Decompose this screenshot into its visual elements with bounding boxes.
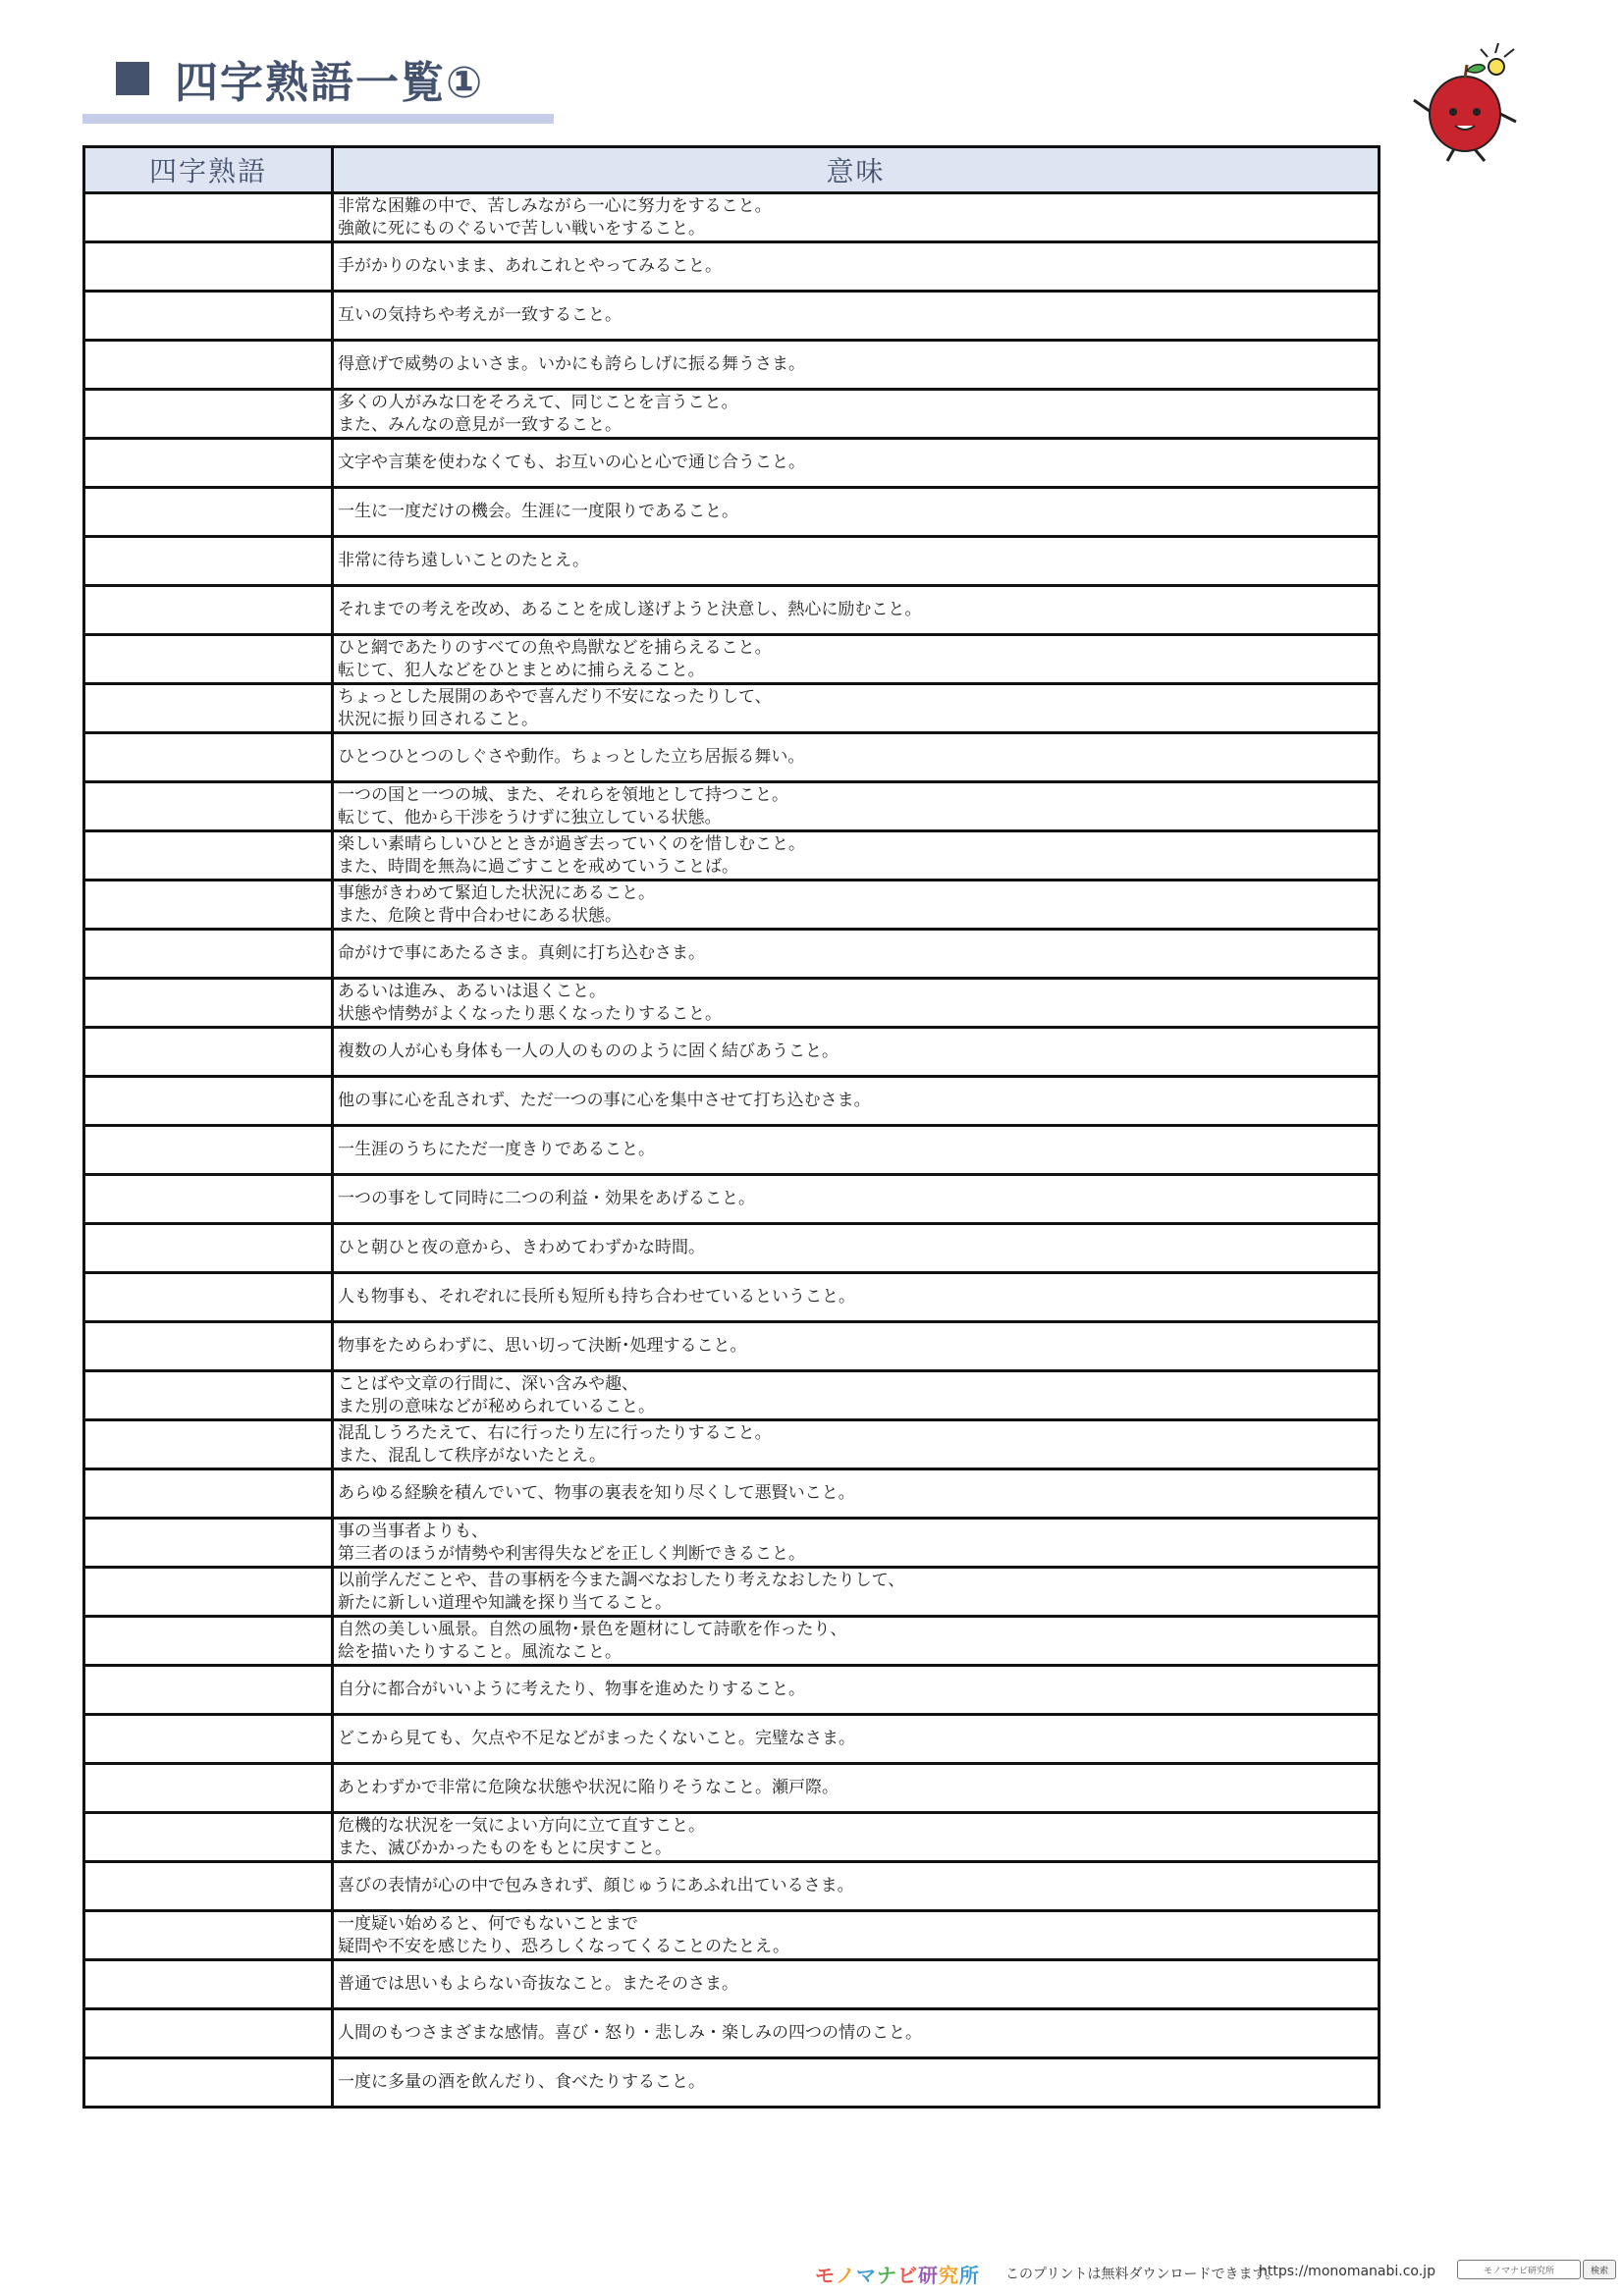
meaning-cell: 手がかりのないまま、あれこれとやってみること。 <box>333 242 1380 292</box>
term-blank-cell[interactable] <box>84 242 333 292</box>
footer <box>0 2258 1624 2287</box>
meaning-cell: 非常に待ち遠しいことのたとえ。 <box>333 537 1380 586</box>
term-blank-cell[interactable] <box>84 2009 333 2058</box>
brand-logo <box>815 2260 980 2288</box>
term-blank-cell[interactable] <box>84 390 333 439</box>
table-row <box>84 1420 1380 1469</box>
table-row <box>84 1126 1380 1175</box>
table-row <box>84 881 1380 930</box>
meaning-cell: 事態がきわめて緊迫した状況にあること。 また、危険と背中合わせにある状態。 <box>333 881 1380 930</box>
meaning-cell: 命がけで事にあたるさま。真剣に打ち込むさま。 <box>333 930 1380 979</box>
footer-note: このプリントは無料ダウンロードできます。 <box>1005 2267 1279 2282</box>
term-blank-cell[interactable] <box>84 635 333 684</box>
meaning-cell: 混乱しうろたえて、右に行ったり左に行ったりすること。 また、混乱して秩序がないたとえ。 <box>333 1420 1380 1469</box>
table-row <box>84 390 1380 439</box>
term-blank-cell[interactable] <box>84 1568 333 1617</box>
table-row <box>84 1273 1380 1322</box>
term-blank-cell[interactable] <box>84 1813 333 1862</box>
search-input[interactable]: モノマナビ研究所 <box>1457 2260 1581 2279</box>
table-row <box>84 341 1380 390</box>
table-row <box>84 979 1380 1028</box>
meaning-cell: それまでの考えを改め、あることを成し遂げようと決意し、熱心に励むこと。 <box>333 586 1380 635</box>
table-row <box>84 1175 1380 1224</box>
footer-url[interactable]: https://monomanabi.co.jp <box>1259 2264 1435 2279</box>
page-title-text: 四字熟語一覧① <box>175 58 485 108</box>
term-blank-cell[interactable] <box>84 733 333 782</box>
table-row <box>84 2058 1380 2108</box>
table-row <box>84 292 1380 341</box>
meaning-cell: 一度疑い始めると、何でもないことまで 疑問や不安を感じたり、恐ろしくなってくることのたとえ。 <box>333 1911 1380 1960</box>
meaning-cell: 一生に一度だけの機会。生涯に一度限りであること。 <box>333 488 1380 537</box>
term-blank-cell[interactable] <box>84 1371 333 1420</box>
brand-char: ビ <box>897 2264 918 2287</box>
term-blank-cell[interactable] <box>84 782 333 831</box>
table-row <box>84 782 1380 831</box>
meaning-cell: 一つの事をして同時に二つの利益・効果をあげること。 <box>333 1175 1380 1224</box>
brand-char: 所 <box>959 2264 980 2287</box>
term-blank-cell[interactable] <box>84 1666 333 1715</box>
brand-char: 研 <box>918 2264 939 2287</box>
table-row <box>84 1469 1380 1519</box>
table-row <box>84 733 1380 782</box>
table-row <box>84 1666 1380 1715</box>
search-button[interactable]: 検索 <box>1583 2260 1616 2279</box>
table-row <box>84 1813 1380 1862</box>
meaning-cell: あらゆる経験を積んでいて、物事の裏表を知り尽くして悪賢いこと。 <box>333 1469 1380 1519</box>
header-meaning: 意味 <box>333 147 1380 193</box>
term-blank-cell[interactable] <box>84 1077 333 1126</box>
meaning-cell: 事の当事者よりも、 第三者のほうが情勢や利害得失などを正しく判断できること。 <box>333 1519 1380 1568</box>
term-blank-cell[interactable] <box>84 586 333 635</box>
table-row <box>84 635 1380 684</box>
term-blank-cell[interactable] <box>84 439 333 488</box>
term-blank-cell[interactable] <box>84 1126 333 1175</box>
term-blank-cell[interactable] <box>84 930 333 979</box>
term-blank-cell[interactable] <box>84 1175 333 1224</box>
meaning-cell: ひとつひとつのしぐさや動作。ちょっとした立ち居振る舞い。 <box>333 733 1380 782</box>
term-blank-cell[interactable] <box>84 1715 333 1764</box>
meaning-cell: 互いの気持ちや考えが一致すること。 <box>333 292 1380 341</box>
header-term: 四字熟語 <box>84 147 333 193</box>
table-row <box>84 1224 1380 1273</box>
term-blank-cell[interactable] <box>84 1911 333 1960</box>
meaning-cell: あとわずかで非常に危険な状態や状況に陥りそうなこと。瀬戸際。 <box>333 1764 1380 1813</box>
meaning-cell: 物事をためらわずに、思い切って決断･処理すること。 <box>333 1322 1380 1371</box>
meaning-cell: ちょっとした展開のあやで喜んだり不安になったりして、 状況に振り回されること。 <box>333 684 1380 733</box>
term-blank-cell[interactable] <box>84 1028 333 1077</box>
term-blank-cell[interactable] <box>84 1322 333 1371</box>
apple-mascot-icon <box>1394 39 1532 167</box>
term-blank-cell[interactable] <box>84 1960 333 2009</box>
table-row <box>84 1862 1380 1911</box>
term-blank-cell[interactable] <box>84 1519 333 1568</box>
brand-char: ナ <box>877 2264 897 2287</box>
term-blank-cell[interactable] <box>84 1764 333 1813</box>
meaning-cell: 自然の美しい風景。自然の風物･景色を題材にして詩歌を作ったり、 絵を描いたりすること。風流なこと。 <box>333 1617 1380 1666</box>
term-blank-cell[interactable] <box>84 1469 333 1519</box>
term-blank-cell[interactable] <box>84 2058 333 2108</box>
table-row <box>84 242 1380 292</box>
term-blank-cell[interactable] <box>84 1224 333 1273</box>
meaning-cell: 自分に都合がいいように考えたり、物事を進めたりすること。 <box>333 1666 1380 1715</box>
meaning-cell: 一生涯のうちにただ一度きりであること。 <box>333 1126 1380 1175</box>
meaning-cell: 非常な困難の中で、苦しみながら一心に努力をすること。 強敵に死にものぐるいで苦しい戦いをすること。 <box>333 193 1380 242</box>
table-row <box>84 684 1380 733</box>
meaning-cell: 喜びの表情が心の中で包みきれず、顔じゅうにあふれ出ているさま。 <box>333 1862 1380 1911</box>
yojijukugo-table <box>82 145 1380 2109</box>
term-blank-cell[interactable] <box>84 537 333 586</box>
meaning-cell: 一度に多量の酒を飲んだり、食べたりすること。 <box>333 2058 1380 2108</box>
table-row <box>84 193 1380 242</box>
term-blank-cell[interactable] <box>84 831 333 881</box>
page-title <box>116 47 484 110</box>
table-row <box>84 1568 1380 1617</box>
meaning-cell: 得意げで威勢のよいさま。いかにも誇らしげに振る舞うさま。 <box>333 341 1380 390</box>
meaning-cell: 危機的な状況を一気によい方向に立て直すこと。 また、滅びかかったものをもとに戻すこと。 <box>333 1813 1380 1862</box>
table-row <box>84 586 1380 635</box>
table-header-row <box>84 147 1380 193</box>
brand-char: マ <box>856 2264 877 2287</box>
meaning-cell: 多くの人がみな口をそろえて、同じことを言うこと。 また、みんなの意見が一致すること。 <box>333 390 1380 439</box>
meaning-cell: 普通では思いもよらない奇抜なこと。またそのさま。 <box>333 1960 1380 2009</box>
term-blank-cell[interactable] <box>84 193 333 242</box>
meaning-cell: ひと網であたりのすべての魚や鳥獣などを捕らえること。 転じて、犯人などをひとまとめに捕らえること。 <box>333 635 1380 684</box>
table-row <box>84 537 1380 586</box>
term-blank-cell[interactable] <box>84 1617 333 1666</box>
title-underline <box>82 114 554 124</box>
meaning-cell: ひと朝ひと夜の意から、きわめてわずかな時間。 <box>333 1224 1380 1273</box>
meaning-cell: 文字や言葉を使わなくても、お互いの心と心で通じ合うこと。 <box>333 439 1380 488</box>
meaning-cell: 人間のもつさまざまな感情。喜び・怒り・悲しみ・楽しみの四つの情のこと。 <box>333 2009 1380 2058</box>
table-body <box>84 193 1380 2108</box>
table-row <box>84 1715 1380 1764</box>
table-row <box>84 439 1380 488</box>
table-row <box>84 1371 1380 1420</box>
meaning-cell: 一つの国と一つの城、また、それらを領地として持つこと。 転じて、他から干渉をうけずに独立している状態。 <box>333 782 1380 831</box>
meaning-cell: どこから見ても、欠点や不足などがまったくないこと。完璧なさま。 <box>333 1715 1380 1764</box>
table-row <box>84 1911 1380 1960</box>
table-row <box>84 930 1380 979</box>
table-row <box>84 1028 1380 1077</box>
brand-char: ノ <box>836 2264 856 2287</box>
title-square-icon <box>116 62 149 95</box>
brand-char: 究 <box>939 2264 959 2287</box>
meaning-cell: 人も物事も、それぞれに長所も短所も持ち合わせているということ。 <box>333 1273 1380 1322</box>
meaning-cell: ことばや文章の行間に、深い含みや趣、 また別の意味などが秘められていること。 <box>333 1371 1380 1420</box>
table-row <box>84 1960 1380 2009</box>
brand-char: モ <box>815 2264 836 2287</box>
term-blank-cell[interactable] <box>84 341 333 390</box>
table-row <box>84 2009 1380 2058</box>
term-blank-cell[interactable] <box>84 881 333 930</box>
meaning-cell: 複数の人が心も身体も一人の人のもののように固く結びあうこと。 <box>333 1028 1380 1077</box>
term-blank-cell[interactable] <box>84 292 333 341</box>
meaning-cell: 以前学んだことや、昔の事柄を今また調べなおしたり考えなおしたりして、 新たに新しい道理や知識を探り当てること。 <box>333 1568 1380 1617</box>
meaning-cell: 楽しい素晴らしいひとときが過ぎ去っていくのを惜しむこと。 また、時間を無為に過ごすことを戒めていうことば。 <box>333 831 1380 881</box>
term-blank-cell[interactable] <box>84 488 333 537</box>
term-blank-cell[interactable] <box>84 1273 333 1322</box>
table-row <box>84 488 1380 537</box>
table-row <box>84 1077 1380 1126</box>
table-row <box>84 1617 1380 1666</box>
term-blank-cell[interactable] <box>84 1862 333 1911</box>
table-row <box>84 1322 1380 1371</box>
table-row <box>84 1764 1380 1813</box>
term-blank-cell[interactable] <box>84 684 333 733</box>
meaning-cell: 他の事に心を乱されず、ただ一つの事に心を集中させて打ち込むさま。 <box>333 1077 1380 1126</box>
table-row <box>84 1519 1380 1568</box>
table-row <box>84 831 1380 881</box>
term-blank-cell[interactable] <box>84 1420 333 1469</box>
term-blank-cell[interactable] <box>84 979 333 1028</box>
meaning-cell: あるいは進み、あるいは退くこと。 状態や情勢がよくなったり悪くなったりすること。 <box>333 979 1380 1028</box>
